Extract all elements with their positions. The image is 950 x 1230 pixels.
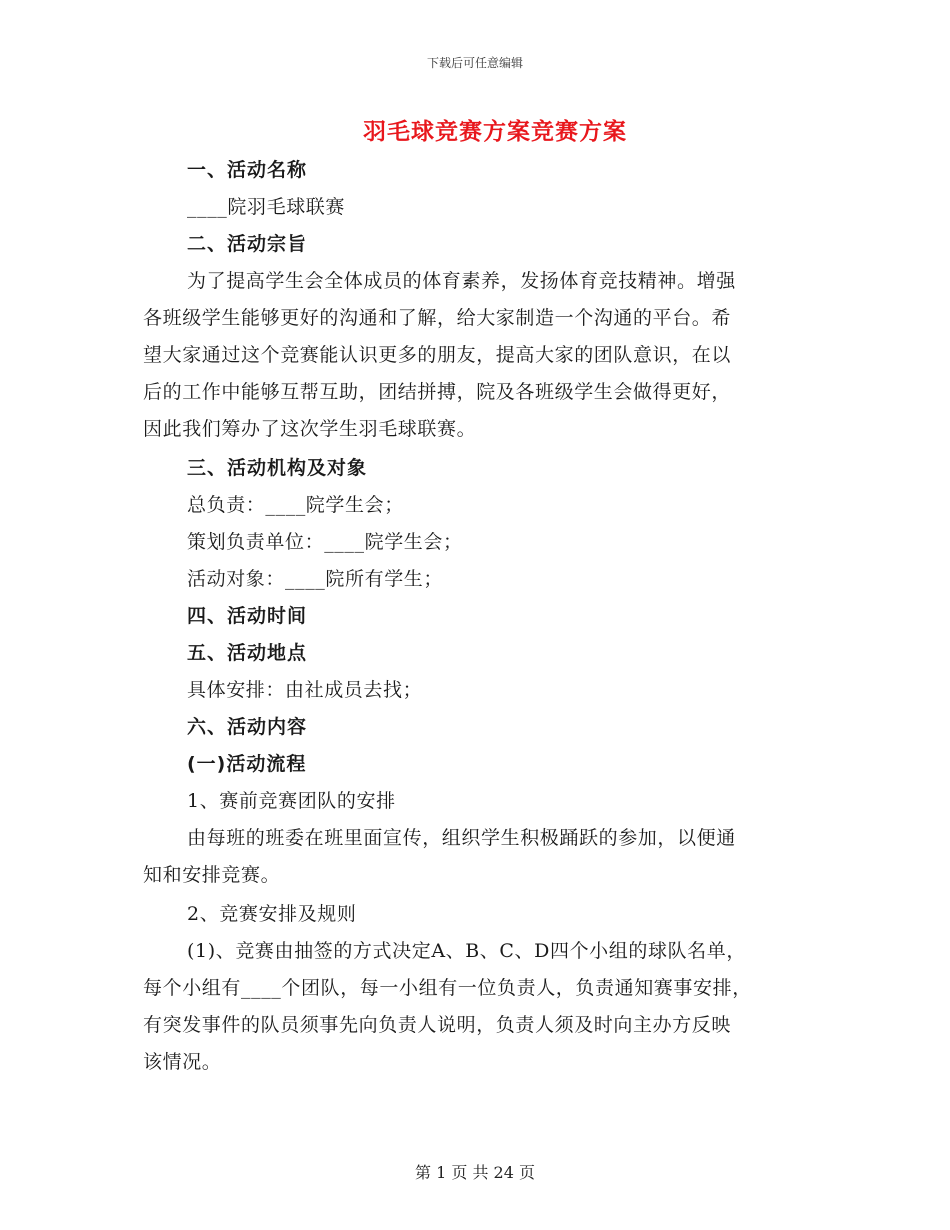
- paragraph-line: 各班级学生能够更好的沟通和了解，给大家制造一个沟通的平台。希: [143, 307, 732, 329]
- heading-activity-time: 四、活动时间: [187, 605, 308, 627]
- heading-activity-location: 五、活动地点: [187, 642, 308, 664]
- heading-activity-purpose: 二、活动宗旨: [187, 233, 308, 255]
- heading-activity-name: 一、活动名称: [187, 159, 308, 181]
- paragraph-line: 后的工作中能够互帮互助，团结拼搏，院及各班级学生会做得更好，: [143, 381, 732, 403]
- document-body: [143, 152, 803, 1081]
- paragraph-line: 策划负责单位：____院学生会；: [187, 531, 463, 553]
- heading-activity-content: 六、活动内容: [187, 716, 308, 738]
- paragraph-line: 具体安排：由社成员去找；: [187, 679, 423, 701]
- heading-organization: 三、活动机构及对象: [187, 457, 368, 479]
- page-number-footer: 第 1 页 共 24 页: [415, 1163, 535, 1182]
- paragraph-line: 该情况。: [143, 1051, 222, 1073]
- subheading-activity-flow: (一)活动流程: [187, 753, 307, 775]
- header-note: 下载后可任意编辑: [426, 56, 523, 70]
- paragraph-line: 2、竞赛安排及规则: [187, 903, 357, 925]
- paragraph-line: 知和安排竞赛。: [143, 864, 281, 886]
- paragraph-line: 有突发事件的队员须事先向负责人说明，负责人须及时向主办方反映: [143, 1014, 732, 1036]
- paragraph-line: 望大家通过这个竞赛能认识更多的朋友，提高大家的团队意识，在以: [143, 344, 732, 366]
- paragraph-line: ____院羽毛球联赛: [187, 196, 346, 218]
- paragraph-line: 总负责：____院学生会；: [187, 494, 404, 516]
- document-title: 羽毛球竞赛方案竞赛方案: [363, 119, 627, 145]
- paragraph-line: 因此我们筹办了这次学生羽毛球联赛。: [143, 418, 477, 440]
- paragraph-line: 活动对象：____院所有学生；: [187, 568, 444, 590]
- paragraph-line: 由每班的班委在班里面宣传，组织学生积极踊跃的参加，以便通: [187, 827, 736, 849]
- paragraph-line: 每个小组有____个团队，每一小组有一位负责人，负责通知赛事安排，: [143, 977, 752, 999]
- paragraph-line: 为了提高学生会全体成员的体育素养，发扬体育竞技精神。增强: [187, 270, 736, 292]
- paragraph-line: (1)、竞赛由抽签的方式决定A、B、C、D四个小组的球队名单，: [187, 940, 746, 962]
- paragraph-line: 1、赛前竞赛团队的安排: [187, 790, 396, 812]
